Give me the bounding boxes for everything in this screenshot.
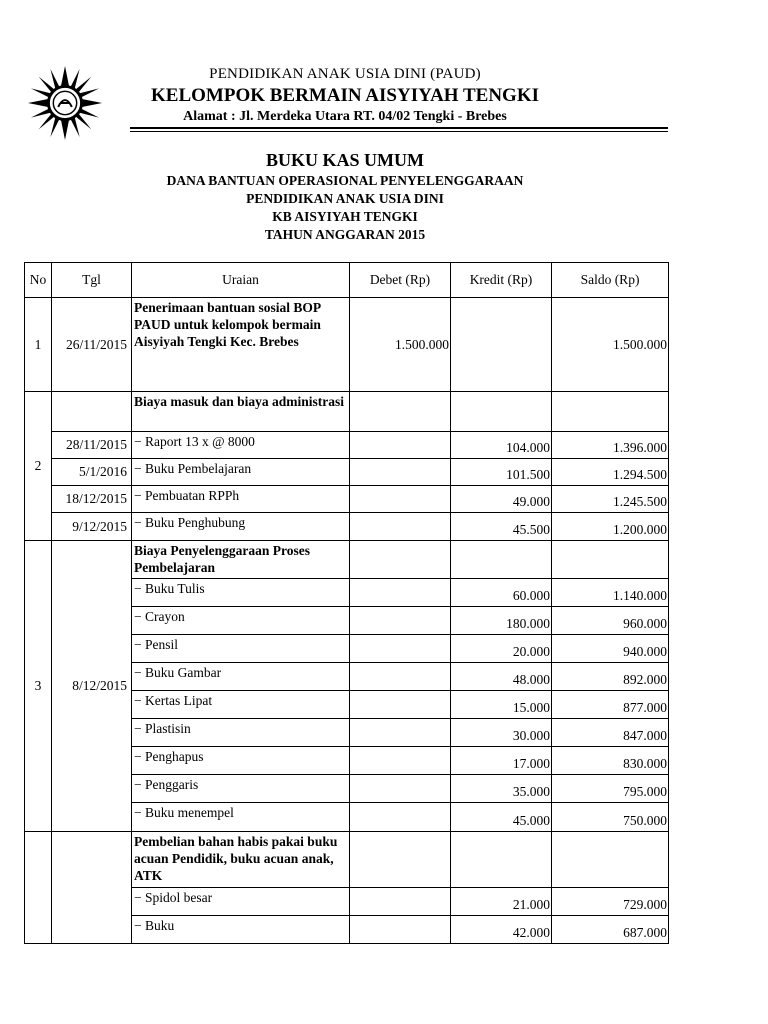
- cell-kredit: [451, 832, 552, 888]
- cell-tgl: 18/12/2015: [52, 486, 132, 513]
- cell-tgl: 28/11/2015: [52, 432, 132, 459]
- cell-debet: 1.500.000: [350, 298, 451, 392]
- cell-kredit: 104.000: [451, 432, 552, 459]
- cell-kredit: 101.500: [451, 459, 552, 486]
- cell-uraian: Pembelian bahan habis pakai buku acuan Pendidik, buku acuan anak, ATK: [132, 832, 350, 888]
- cell-no: 1: [25, 298, 52, 392]
- cell-debet: [350, 607, 451, 635]
- cell-no: [25, 832, 52, 944]
- cell-saldo: 847.000: [552, 719, 669, 747]
- cell-debet: [350, 916, 451, 944]
- cell-kredit: 21.000: [451, 888, 552, 916]
- cell-uraian: − Plastisin: [132, 719, 350, 747]
- cell-debet: [350, 691, 451, 719]
- cell-uraian: − Raport 13 x @ 8000: [132, 432, 350, 459]
- cell-saldo: 960.000: [552, 607, 669, 635]
- column-header-kredit: Kredit (Rp): [451, 263, 552, 298]
- cell-debet: [350, 747, 451, 775]
- cell-saldo: [552, 392, 669, 432]
- cell-uraian: − Crayon: [132, 607, 350, 635]
- cell-saldo: 877.000: [552, 691, 669, 719]
- cell-kredit: 35.000: [451, 775, 552, 803]
- cell-saldo: 729.000: [552, 888, 669, 916]
- cell-tgl: 9/12/2015: [52, 513, 132, 541]
- cell-no: 2: [25, 392, 52, 541]
- cell-debet: [350, 486, 451, 513]
- table-row: [25, 486, 669, 513]
- cell-debet: [350, 775, 451, 803]
- table-row: [25, 432, 669, 459]
- cell-uraian: Biaya masuk dan biaya administrasi: [132, 392, 350, 432]
- column-header-saldo: Saldo (Rp): [552, 263, 669, 298]
- cell-tgl: [52, 392, 132, 432]
- cell-uraian: − Buku menempel: [132, 803, 350, 832]
- cell-kredit: 30.000: [451, 719, 552, 747]
- cell-saldo: [552, 832, 669, 888]
- cell-debet: [350, 635, 451, 663]
- cell-kredit: [451, 298, 552, 392]
- cell-debet: [350, 513, 451, 541]
- cell-kredit: 17.000: [451, 747, 552, 775]
- table-row: [25, 298, 669, 392]
- cell-debet: [350, 432, 451, 459]
- cell-no: 3: [25, 541, 52, 832]
- cell-debet: [350, 719, 451, 747]
- cell-uraian: − Buku Tulis: [132, 579, 350, 607]
- cell-uraian: − Penggaris: [132, 775, 350, 803]
- cell-saldo: 1.200.000: [552, 513, 669, 541]
- header-address: Alamat : Jl. Merdeka Utara RT. 04/02 Tengki - Brebes: [183, 109, 507, 124]
- cell-uraian: − Penghapus: [132, 747, 350, 775]
- cell-saldo: 892.000: [552, 663, 669, 691]
- document-subtitle-3: KB AISYIYAH TENGKI: [272, 209, 418, 224]
- cell-kredit: [451, 392, 552, 432]
- column-header-no: No: [25, 263, 52, 298]
- cell-saldo: 795.000: [552, 775, 669, 803]
- cell-uraian: Penerimaan bantuan sosial BOP PAUD untuk kelompok bermain Aisyiyah Tengki Kec. Brebes: [132, 298, 350, 392]
- table-row: [25, 513, 669, 541]
- cell-saldo: 750.000: [552, 803, 669, 832]
- document-title: BUKU KAS UMUM: [266, 150, 424, 170]
- cell-tgl: 5/1/2016: [52, 459, 132, 486]
- cell-debet: [350, 663, 451, 691]
- header-institution-line: PENDIDIKAN ANAK USIA DINI (PAUD): [209, 66, 481, 82]
- cell-saldo: 1.294.500: [552, 459, 669, 486]
- cell-uraian: Biaya Penyelenggaraan Proses Pembelajaran: [132, 541, 350, 579]
- column-header-debet: Debet (Rp): [350, 263, 451, 298]
- cell-saldo: 1.140.000: [552, 579, 669, 607]
- table-row: [25, 832, 669, 888]
- table-row: [25, 392, 669, 432]
- cell-saldo: 1.396.000: [552, 432, 669, 459]
- header-divider-thin: [130, 131, 668, 132]
- header-divider-thick: [130, 127, 668, 129]
- cell-saldo: [552, 541, 669, 579]
- cell-debet: [350, 888, 451, 916]
- cell-kredit: [451, 541, 552, 579]
- cell-kredit: 15.000: [451, 691, 552, 719]
- cell-uraian: − Pembuatan RPPh: [132, 486, 350, 513]
- cash-ledger-table: [24, 262, 669, 944]
- cell-debet: [350, 832, 451, 888]
- cell-tgl: 26/11/2015: [52, 298, 132, 392]
- cell-kredit: 180.000: [451, 607, 552, 635]
- cell-debet: [350, 541, 451, 579]
- cell-kredit: 60.000: [451, 579, 552, 607]
- cell-saldo: 1.245.500: [552, 486, 669, 513]
- table-header-row: [25, 263, 669, 298]
- cell-debet: [350, 579, 451, 607]
- table-row: [25, 541, 669, 579]
- document-subtitle-2: PENDIDIKAN ANAK USIA DINI: [246, 191, 444, 206]
- column-header-uraian: Uraian: [132, 263, 350, 298]
- cell-uraian: − Buku Penghubung: [132, 513, 350, 541]
- cell-uraian: − Buku: [132, 916, 350, 944]
- cell-kredit: 49.000: [451, 486, 552, 513]
- document-subtitle-1: DANA BANTUAN OPERASIONAL PENYELENGGARAAN: [166, 173, 524, 188]
- document-subtitle-4: TAHUN ANGGARAN 2015: [264, 227, 426, 242]
- cell-saldo: 830.000: [552, 747, 669, 775]
- table-row: [25, 459, 669, 486]
- cell-uraian: − Buku Pembelajaran: [132, 459, 350, 486]
- header-school-name: KELOMPOK BERMAIN AISYIYAH TENGKI: [151, 85, 539, 106]
- cell-kredit: 45.000: [451, 803, 552, 832]
- cell-tgl: [52, 832, 132, 944]
- cell-uraian: − Buku Gambar: [132, 663, 350, 691]
- cell-uraian: − Spidol besar: [132, 888, 350, 916]
- cell-debet: [350, 803, 451, 832]
- cell-debet: [350, 392, 451, 432]
- cell-saldo: 1.500.000: [552, 298, 669, 392]
- cell-tgl: 8/12/2015: [52, 541, 132, 832]
- cell-saldo: 940.000: [552, 635, 669, 663]
- column-header-tgl: Tgl: [52, 263, 132, 298]
- cell-kredit: 20.000: [451, 635, 552, 663]
- cell-debet: [350, 459, 451, 486]
- cell-kredit: 48.000: [451, 663, 552, 691]
- cell-kredit: 45.500: [451, 513, 552, 541]
- cell-saldo: 687.000: [552, 916, 669, 944]
- cell-uraian: − Pensil: [132, 635, 350, 663]
- cell-kredit: 42.000: [451, 916, 552, 944]
- cell-uraian: − Kertas Lipat: [132, 691, 350, 719]
